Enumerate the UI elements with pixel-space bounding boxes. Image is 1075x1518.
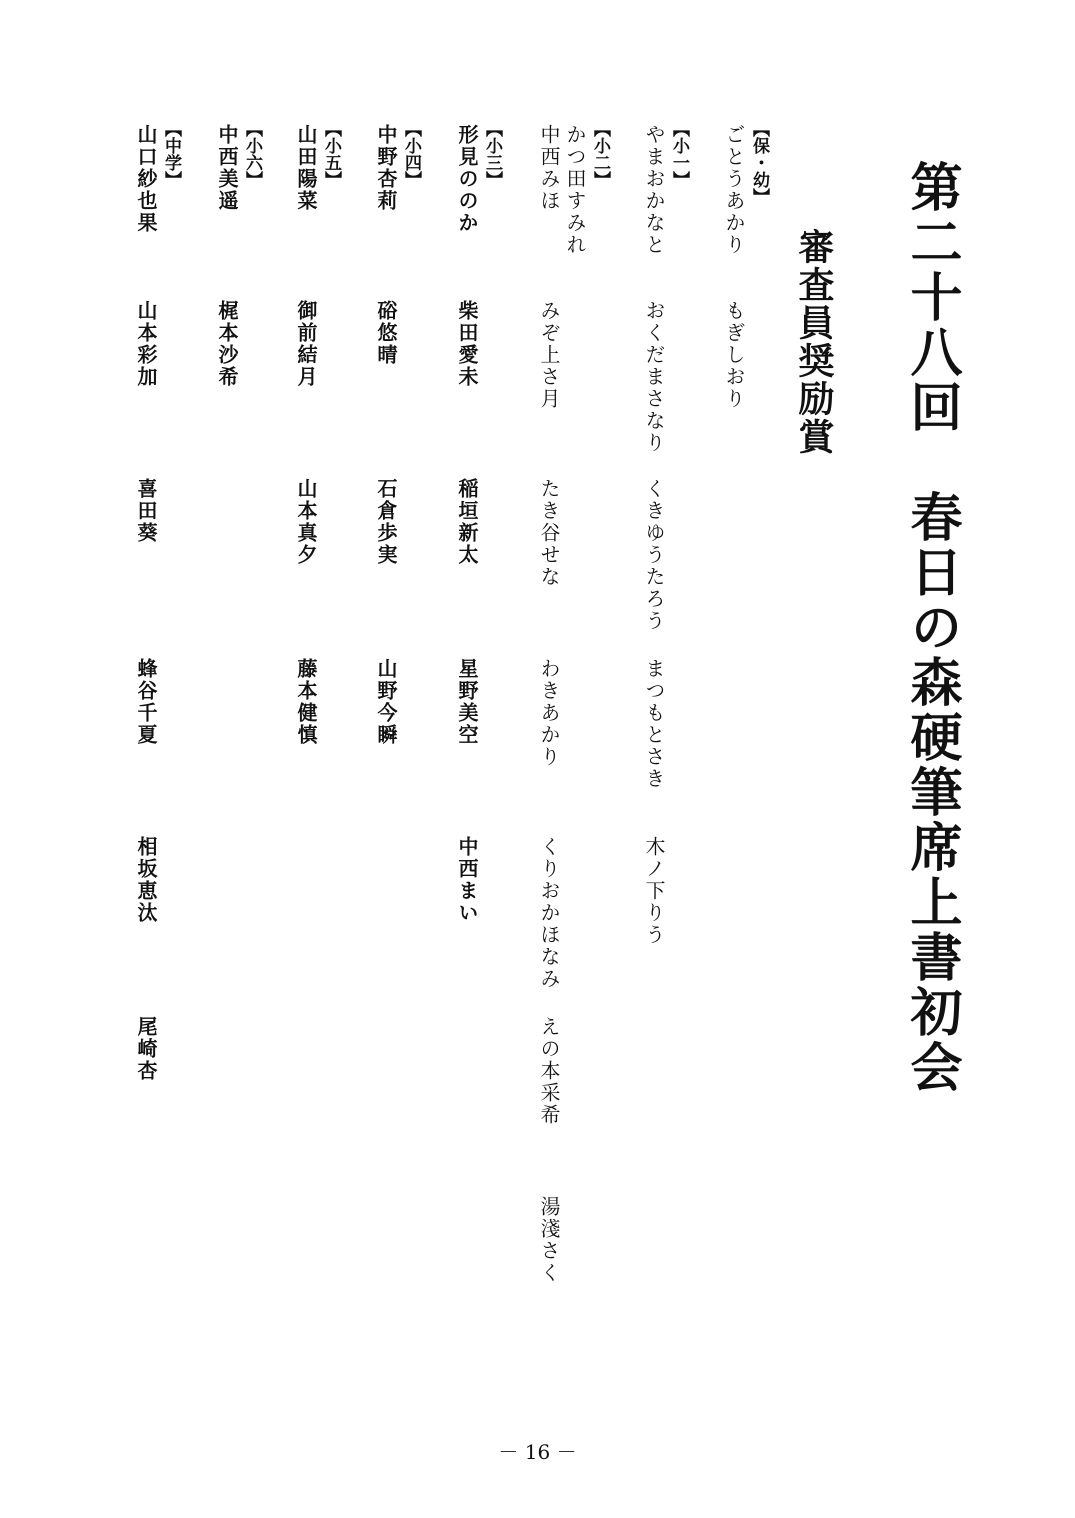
student-name: くりおかほなみ	[537, 836, 561, 990]
student-name: 喜田葵	[134, 478, 158, 544]
student-name: もぎしおり	[722, 300, 746, 410]
grade-label: 【中学】	[161, 120, 181, 188]
student-name: 蜂谷千夏	[134, 658, 158, 746]
student-name: 山口紗也果	[134, 124, 158, 234]
student-name: 藤本健慎	[294, 658, 318, 746]
grade-label: 【小一】	[669, 120, 689, 188]
student-name: やまおかなと	[642, 124, 666, 256]
grade-label: 【小三】	[482, 120, 502, 188]
student-name: 山本真夕	[294, 478, 318, 566]
student-name: えの本采希	[537, 1016, 561, 1126]
grade-label: 【小四】	[401, 120, 421, 188]
grade-label: 【小二】	[590, 120, 610, 188]
student-name: 木ノ下りう	[642, 836, 666, 946]
student-name: 湯淺さく	[537, 1196, 561, 1284]
student-name: 中西美遥	[215, 124, 239, 212]
student-name: 相坂恵汰	[134, 836, 158, 924]
grade-label: 【小五】	[321, 120, 341, 188]
student-name: かつ田すみれ	[563, 124, 587, 256]
student-name: まつもとさき	[642, 658, 666, 790]
student-name: 中野杏莉	[374, 124, 398, 212]
award-heading: 審査員奨励賞	[793, 228, 834, 456]
grade-label: 【保・幼】	[749, 120, 769, 205]
document-title: 第二十八回 春日の森硬筆席上書初会	[901, 160, 961, 1095]
student-name: 山野今瞬	[374, 658, 398, 746]
student-name: 星野美空	[455, 658, 479, 746]
student-name: 稲垣新太	[455, 478, 479, 566]
student-name: 中西みほ	[537, 124, 561, 212]
student-name: みぞ上さ月	[537, 300, 561, 410]
student-name: わきあかり	[537, 658, 561, 768]
student-name: 御前結月	[294, 300, 318, 388]
student-name: 山本彩加	[134, 300, 158, 388]
student-name: たき谷せな	[537, 478, 561, 588]
student-name: 柴田愛未	[455, 300, 479, 388]
student-name: 梶本沙希	[215, 300, 239, 388]
student-name: ごとうあかり	[722, 124, 746, 256]
grade-label: 【小六】	[242, 120, 262, 188]
student-name: 中西まい	[455, 836, 479, 924]
student-name: おくだまさなり	[642, 300, 666, 454]
page-number: － 16 －	[498, 1440, 577, 1464]
student-name: くきゆうたろう	[642, 478, 666, 632]
student-name: 尾崎杏	[134, 1016, 158, 1082]
student-name: 硲悠晴	[374, 300, 398, 366]
student-name: 形見ののか	[455, 124, 479, 234]
student-name: 山田陽菜	[294, 124, 318, 212]
student-name: 石倉歩実	[374, 478, 398, 566]
